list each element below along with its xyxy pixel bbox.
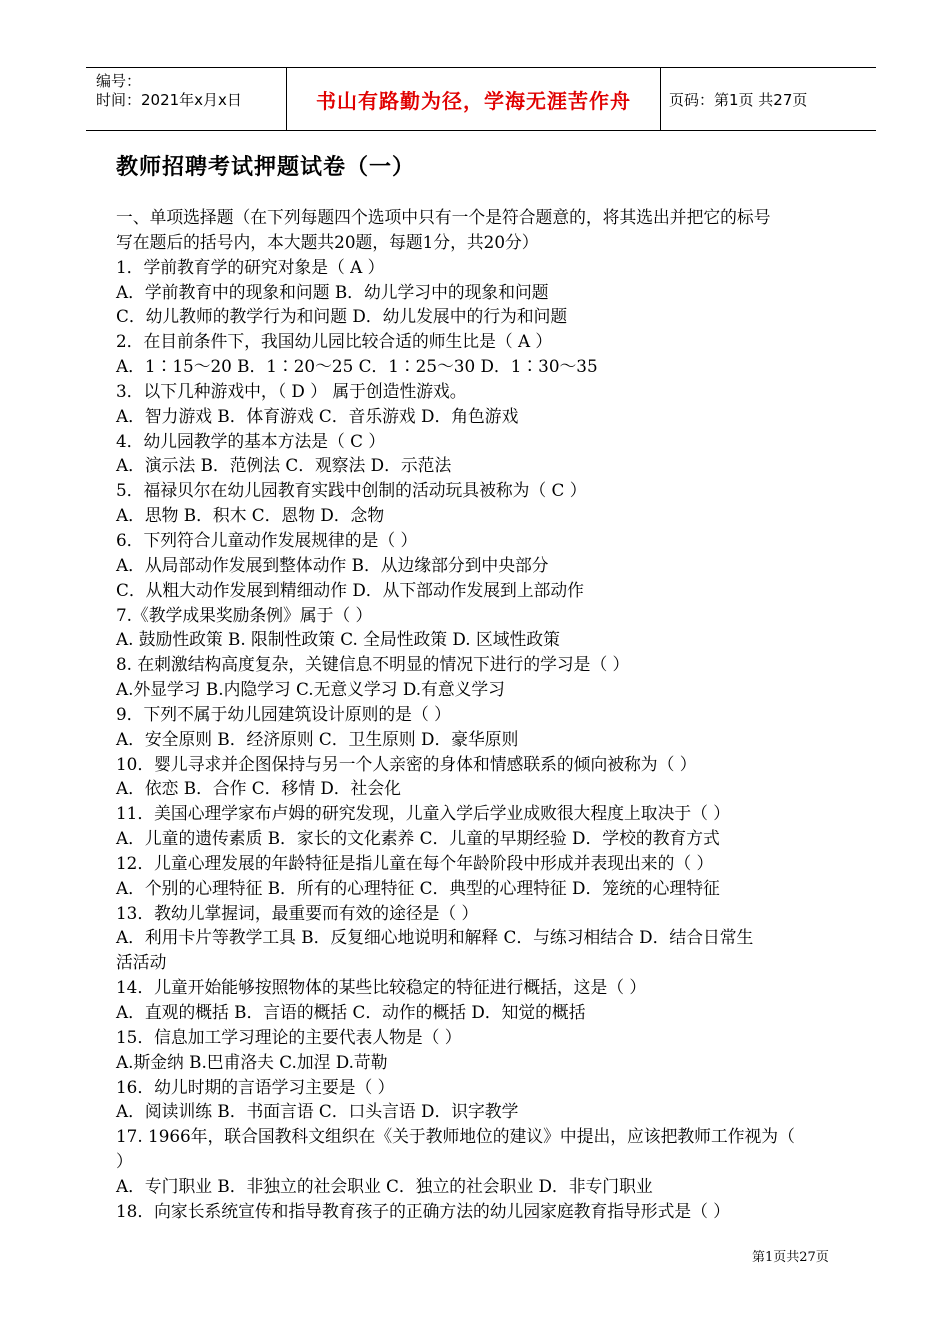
text-line: 3．以下几种游戏中，（ D ） 属于创造性游戏。	[116, 380, 467, 401]
text-line: 10．婴儿寻求并企图保持与另一个人亲密的身体和情感联系的倾向被称为（ ）	[116, 753, 697, 774]
text-line: 6．下列符合儿童动作发展规律的是（ ）	[116, 529, 418, 550]
text-line: 7.《教学成果奖励条例》属于（ ）	[116, 604, 373, 625]
document-title: 教师招聘考试押题试卷（一）	[116, 155, 416, 180]
page-header	[86, 67, 876, 131]
text-line: 2．在目前条件下，我国幼儿园比较合适的师生比是（ A ）	[116, 331, 553, 352]
text-line: A. 鼓励性政策 B. 限制性政策 C. 全局性政策 D. 区域性政策	[116, 629, 560, 650]
text-line: A．演示法 B．范例法 C．观察法 D．示范法	[116, 455, 452, 476]
text-line: A．学前教育中的现象和问题 B．幼儿学习中的现象和问题	[116, 281, 549, 302]
text-line: A．个别的心理特征 B．所有的心理特征 C．典型的心理特征 D．笼统的心理特征	[116, 877, 720, 898]
header-meta	[86, 68, 287, 130]
text-line: 15．信息加工学习理论的主要代表人物是（ ）	[116, 1026, 462, 1047]
text-line: A.斯金纳 B.巴甫洛夫 C.加涅 D.苛勒	[116, 1051, 388, 1072]
page-footer: 第1页共27页	[752, 1250, 829, 1265]
number-label: 编号：	[96, 72, 142, 90]
text-line: A．直观的概括 B．言语的概括 C．动作的概括 D．知觉的概括	[116, 1002, 586, 1022]
question-content	[116, 205, 856, 1224]
text-line: 17. 1966年，联合国教科文组织在《关于教师地位的建议》中提出，应该把教师工作视为（	[116, 1126, 795, 1147]
text-line: A．智力游戏 B．体育游戏 C．音乐游戏 D．角色游戏	[116, 405, 519, 426]
text-line: A．安全原则 B．经济原则 C．卫生原则 D．豪华原则	[116, 728, 519, 749]
text-line: A．阅读训练 B．书面言语 C．口头言语 D．识字教学	[116, 1101, 519, 1122]
text-line: 13．教幼儿掌握词，最重要而有效的途径是（ ）	[116, 902, 479, 923]
text-line: A．从局部动作发展到整体动作 B．从边缘部分到中央部分	[116, 554, 549, 575]
text-line: A.外显学习 B.内隐学习 C.无意义学习 D.有意义学习	[116, 679, 505, 700]
time-label: 时间：2021年x月x日	[96, 91, 242, 109]
text-line: 9．下列不属于幼儿园建筑设计原则的是（ ）	[116, 703, 451, 724]
text-line: 5．福禄贝尔在幼儿园教育实践中创制的活动玩具被称为（ C ）	[116, 480, 587, 501]
text-line: A．依恋 B．合作 C．移情 D．社会化	[116, 778, 401, 799]
text-line: A．1∶15～20 B．1∶20～25 C．1∶25～30 D．1∶30～35	[116, 356, 598, 377]
text-line: ）	[116, 1151, 133, 1172]
text-line: A．思物 B．积木 C．恩物 D．念物	[116, 505, 385, 526]
text-line: C．从粗大动作发展到精细动作 D．从下部动作发展到上部动作	[116, 579, 584, 600]
text-line: A．儿童的遗传素质 B．家长的文化素养 C．儿童的早期经验 D．学校的教育方式	[116, 828, 720, 849]
text-line: 4．幼儿园教学的基本方法是（ C ）	[116, 430, 386, 451]
text-line: 写在题后的括号内，本大题共20题，每题1分，共20分）	[116, 231, 539, 252]
text-line: 14．儿童开始能够按照物体的某些比较稳定的特征进行概括，这是（ ）	[116, 977, 647, 998]
text-line: 11．美国心理学家布卢姆的研究发现，儿童入学后学业成败很大程度上取决于（ ）	[116, 803, 731, 824]
text-line: 1．学前教育学的研究对象是（ A ）	[116, 256, 385, 277]
text-line: 12．儿童心理发展的年龄特征是指儿童在每个年龄阶段中形成并表现出来的（ ）	[116, 852, 714, 873]
text-line: C．幼儿教师的教学行为和问题 D．幼儿发展中的行为和问题	[116, 306, 568, 327]
header-motto: 书山有路勤为径，学海无涯苦作舟	[287, 68, 661, 130]
text-line: 一、单项选择题（在下列每题四个选项中只有一个是符合题意的，将其选出并把它的标号	[116, 207, 771, 227]
header-page-info: 页码：第1页 共27页	[669, 90, 808, 109]
text-line: A．专门职业 B．非独立的社会职业 C．独立的社会职业 D．非专门职业	[116, 1175, 653, 1196]
text-line: 18．向家长系统宣传和指导教育孩子的正确方法的幼儿园家庭教育指导形式是（ ）	[116, 1200, 731, 1221]
text-line: 16．幼儿时期的言语学习主要是（ ）	[116, 1076, 395, 1097]
text-line: 活活动	[116, 952, 167, 973]
text-line: 8. 在刺激结构高度复杂，关键信息不明显的情况下进行的学习是（ ）	[116, 654, 630, 675]
text-line: A．利用卡片等教学工具 B．反复细心地说明和解释 C．与练习相结合 D．结合日常生	[116, 927, 754, 948]
